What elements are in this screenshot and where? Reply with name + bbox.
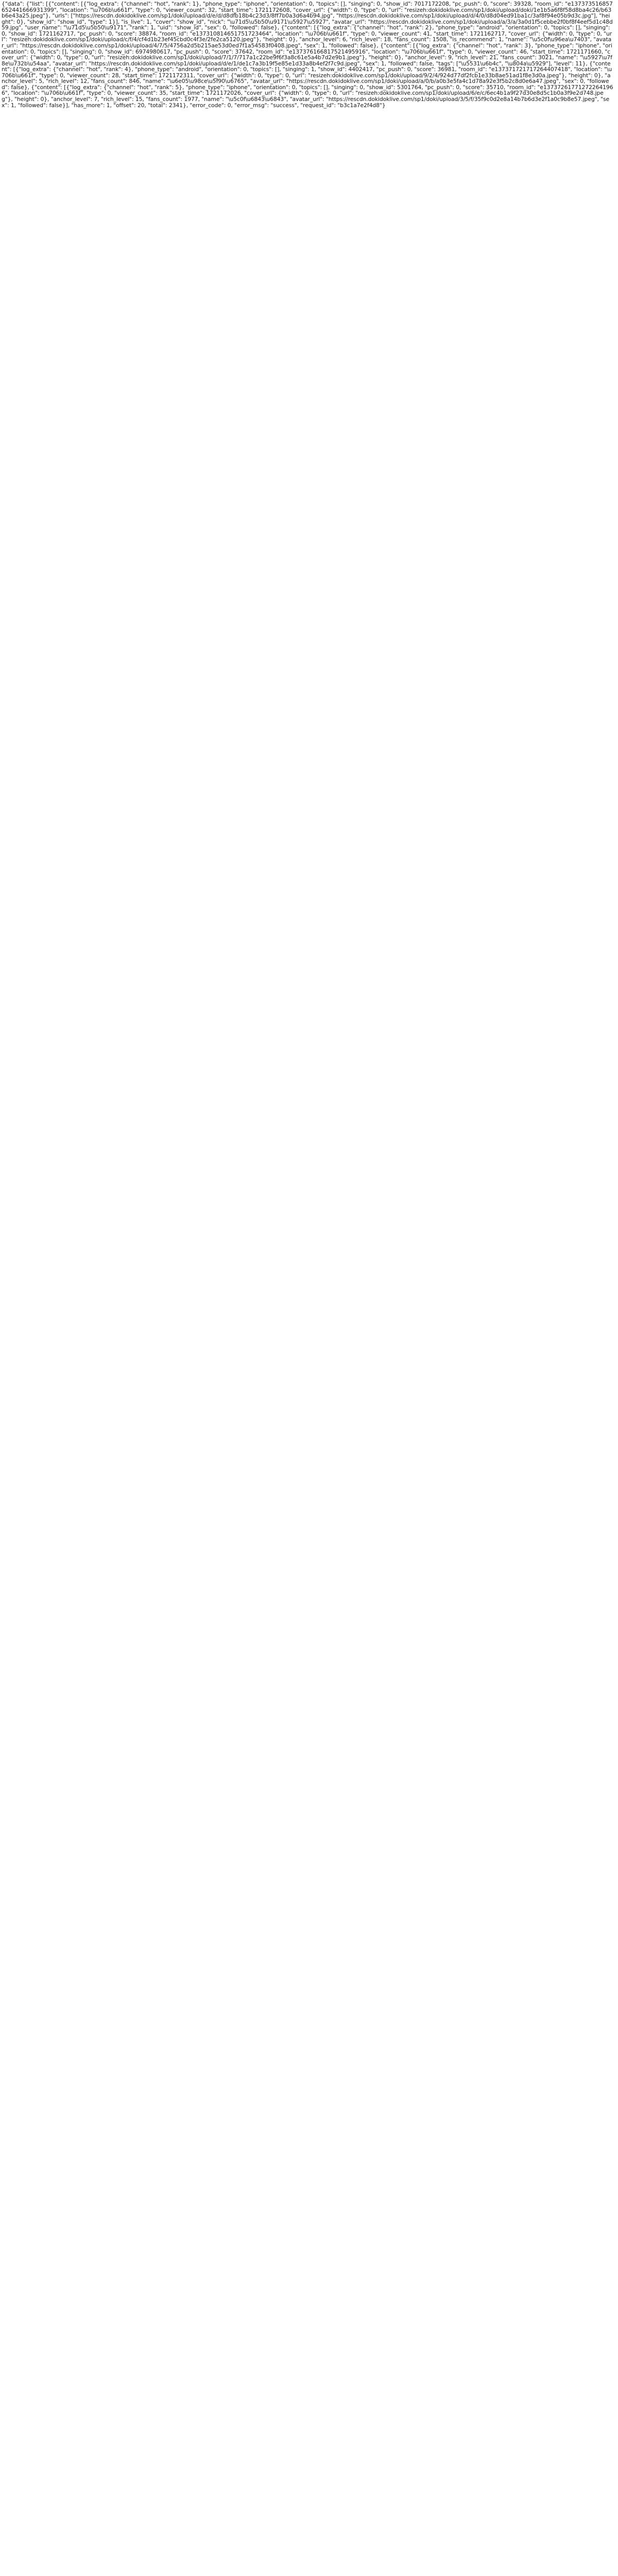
raw-json-text: {"data": {"list": [{"content": [{"log_extra": {"channel": "hot", "rank": 1}, "phone_type": "iphone", "orientation": 0, "topics": [], "singing": 0, "show_id": 7017172208, "pc_push": 0, "score": 39328, "room_id": "e137373516857652441666931399", "location": "\u706b\u661f", "type": 0, "viewer_count": 32, "start_time": 1721172608, "cover_url": {"width": 0, "type": 0, "url": "resizeh:dokidoklive.com/sp1/doki/upload/doki/1e1b5a6f8f58d8ba4c26/b63b6e43a25.jpeg"}, "urls": ["https://rescdn.dokidoklive.com/sp1/doki/upload/d/e/d/d8dfb18b4c23d3/8ff7b0a3d6a4b94.jpg", "https://rescdn.dokidoklive.com/sp1/doki/upload/d/4/0/d8d04ed91ba1c/3af8f94e05b9d3c.jpg"], "height": 0}, "show_id": "show_id", "type": 1}], "is_live": 1, "cover": "show_id", "nick": "\u71d5\u5b50\u9171\u5927\u5927", "avatar_url": "https://rescdn.dokidoklive.com/sp1/doki/upload/a/3/a/3a0d1f5cebbe2f0bf8f4eef5d1c48d59.jpg", "user_name": "\u71d5\u5b50\u9171", "rank": 1, "uid": "show_id", "sex": 0, "followed": false}, {"content": [{"log_extra": {"channel": "hot", "rank": 2}, "phone_type": "android", "orientation": 0, "topics": [], "singing": 0, "show_id": 1721162717, "pc_push": 0, "score": 38874, "room_id": "e137310814651751723464", "location": "\u706b\u661f", "type": 0, "viewer_count": 41, "start_time": 1721162717, "cover_url": {"width": 0, "type": 0, "url": "resizeh:dokidoklive.com/sp1/doki/upload/c/f/4/cf4d1b23ef45cbd0c4f3e/2fe2ca5120.jpeg"}, "height": 0}, "anchor_level": 6, "rich_level": 18, "fans_count": 1508, "is_recommend": 1, "name": "\u5c0f\u96ea\u7403", "avatar_url": "https://rescdn.dokidoklive.com/sp1/doki/upload/4/7/5/4756a2d5b215ae53d0ed7f1a54583f0408.jpeg", "sex": 1, "followed": false}, {"content": [{"log_extra": {"channel": "hot", "rank": 3}, "phone_type": "iphone", "orientation": 0, "topics": [], "singing": 0, "show_id": 6974980617, "pc_push": 0, "score": 37642, "room_id": "e137376166817521495916", "location": "\u706b\u661f", "type": 0, "viewer_count": 46, "start_time": 1721171660, "cover_url": {"width": 0, "type": 0, "url": "resizeh:dokidoklive.com/sp1/doki/upload/7/1/7/717a1c22be9f6f3a8c61e5a4b7d2e9b1.jpeg"}, "height": 0}, "anchor_level": 9, "rich_level": 21, "fans_count": 3021, "name": "\u5927\u7f8e\u732b\u54aa", "avatar_url": "https://rescdn.dokidoklive.com/sp1/doki/upload/d/e/1/de1c7a3b19f5e85e1d33a8b4ef2f7c9d.jpeg", "sex": 1, "followed": false, "tags": ["\u5531\u6b4c", "\u804a\u5929"], "level": 11}, {"content": [{"log_extra": {"channel": "hot", "rank": 4}, "phone_type": "android", "orientation": 0, "topics": [], "singing": 1, "show_id": 4402417, "pc_push": 0, "score": 36981, "room_id": "e137371721717264407418", "location": "\u706b\u661f", "type": 0, "viewer_count": 28, "start_time": 1721172311, "cover_url": {"width": 0, "type": 0, "url": "resizeh:dokidoklive.com/sp1/doki/upload/9/2/4/924d77df2fcb1e33b8ae51ad1f8e3d0a.jpeg"}, "height": 0}, "anchor_level": 5, "rich_level": 12, "fans_count": 846, "name": "\u6e05\u98ce\u5f90\u6765", "avatar_url": "https://rescdn.dokidoklive.com/sp1/doki/upload/a/0/b/a0b3e5fa4c1d78a92e3f5b2c8d0e6a47.jpeg", "sex": 0, "followed": false}, {"content": [{"log_extra": {"channel": "hot", "rank": 5}, "phone_type": "iphone", "orientation": 0, "topics": [], "singing": 0, "show_id": 5301764, "pc_push": 0, "score": 35710, "room_id": "e137372617712722641966", "location": "\u706b\u661f", "type": 0, "viewer_count": 35, "start_time": 1721172026, "cover_url": {"width": 0, "type": 0, "url": "resizeh:dokidoklive.com/sp1/doki/upload/6/e/c/6ec4b1a9f27d30e8d5c1b0a3f9e2d748.jpeg"}, "height": 0}, "anchor_level": 7, "rich_level": 15, "fans_count": 1977, "name": "\u5c0f\u6843\u6843", "avatar_url": "https://rescdn.dokidoklive.com/sp1/doki/upload/3/5/f/35f9c0d2e8a14b7b6d3e2f1a0c9b8e57.jpeg", "sex": 1, "followed": false}], "has_more": 1, "offset": 20, "total": 2341}, "error_code": 0, "error_msg": "success", "request_id": "b3c1a7e2f4d8"}	[2, 1, 613, 109]
